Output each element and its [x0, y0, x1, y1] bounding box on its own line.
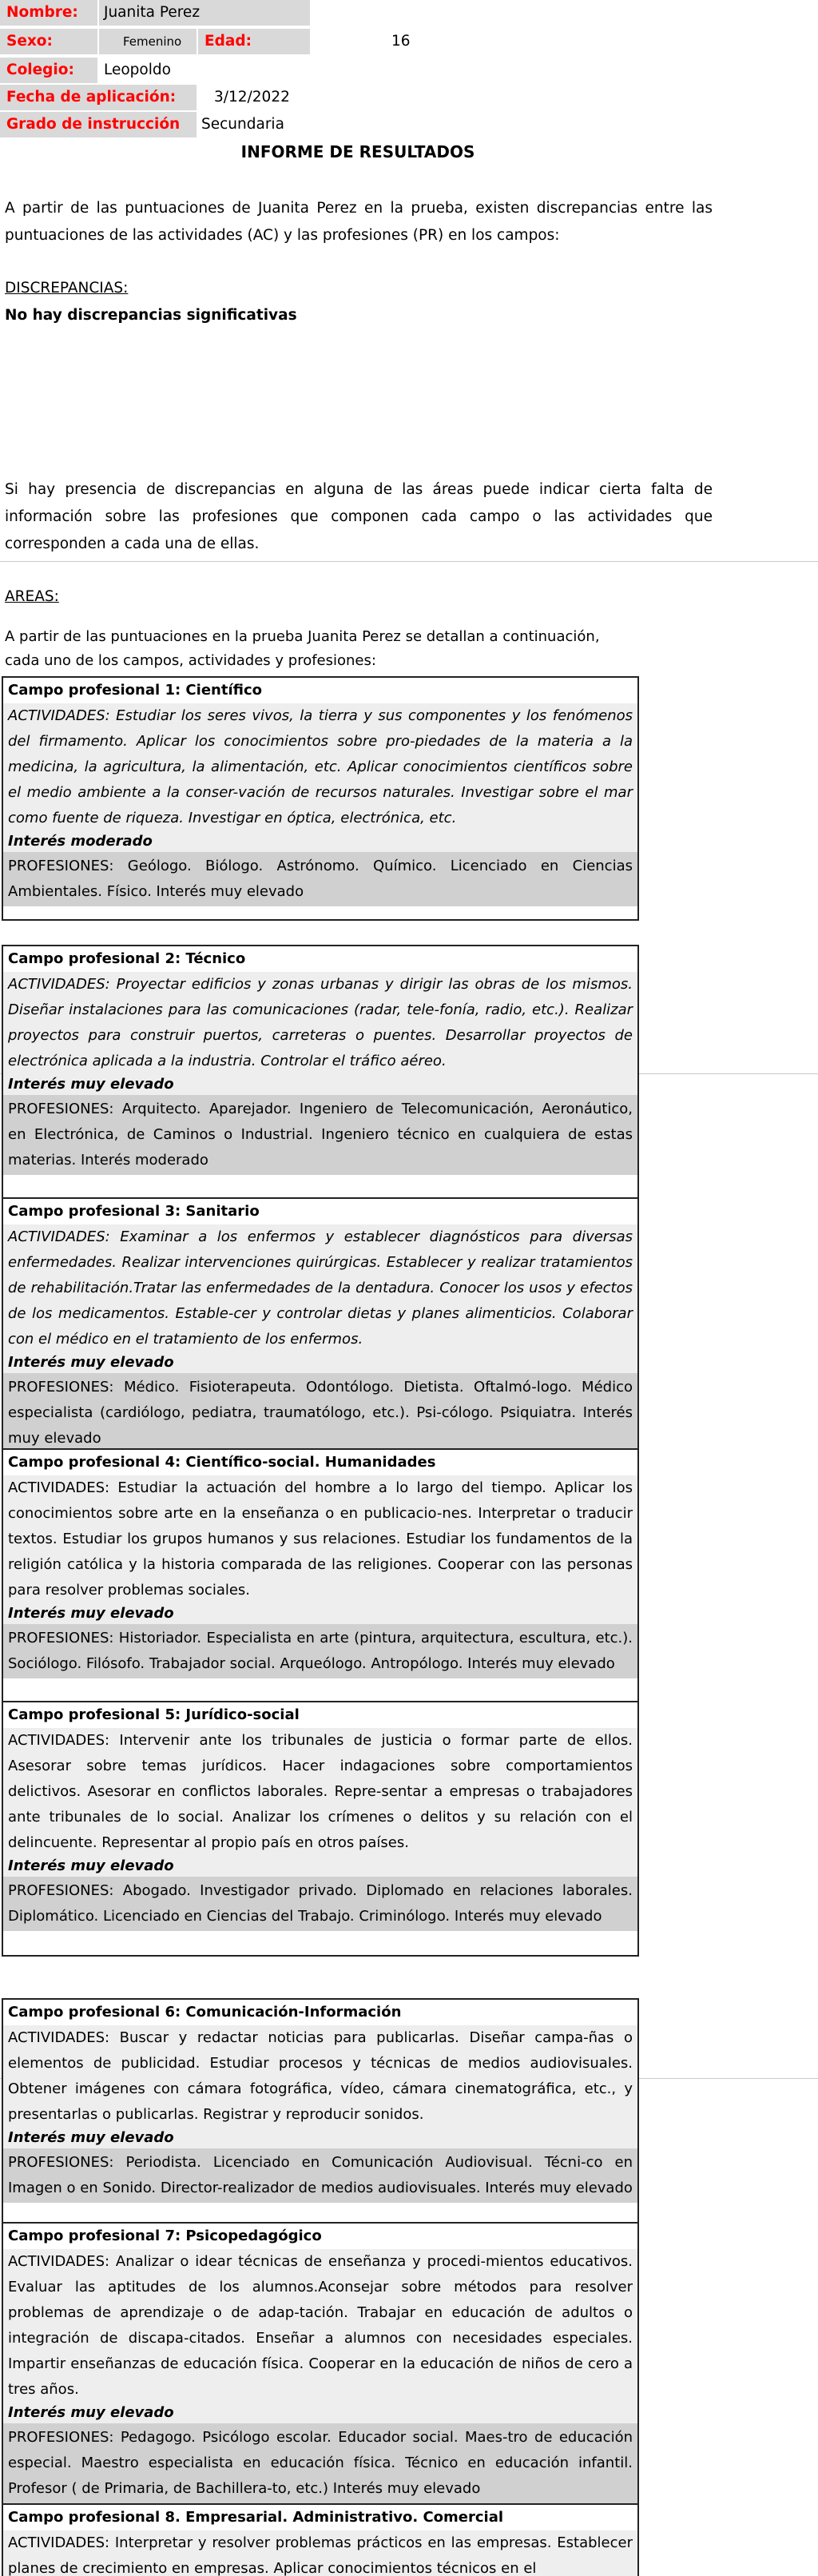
campo-interes: Interés muy elevado [3, 1603, 637, 1624]
campo-title: Campo profesional 5: Jurídico-social [8, 1706, 300, 1723]
row-colegio [0, 58, 818, 85]
campo-title: Campo profesional 1: Científico [8, 682, 262, 699]
campo-actividades: ACTIVIDADES: Examinar a los enfermos y establecer diagnósticos para diversas enfermedades. Realizar intervenciones quirúrgicas. Establecer y realizar tratamientos de rehabilitación.Tratar las enfermedades de la dentadura. Conocer los usos y efectos de los medicamentos. Estable-cer y controlar dietas y planes alimenticios. Colaborar con el médico en el tratamiento de los enfermos. [3, 1224, 637, 1352]
campo-title: Campo profesional 6: Comunicación-Información [8, 2004, 402, 2021]
areas-heading: AREAS: [5, 588, 59, 605]
sexo-value: Femenino [99, 29, 197, 54]
campo-actividades: ACTIVIDADES: Estudiar la actuación del hombre a lo largo del tiempo. Aplicar los conocimientos sobre arte en la enseñanza o en publicacio-nes. Interpretar o traducir textos. Estudiar los grupos humanos y sus relaciones. Estudiar los fundamentos de la religión católica y la historia comparada de las religiones. Cooperar con las personas para resolver problemas sociales. [3, 1475, 637, 1603]
campo-profesiones: PROFESIONES: Médico. Fisioterapeuta. Odontólogo. Dietista. Oftalmó-logo. Médico especialista (cardiólogo, pediatra, traumatólogo, etc.). Psi-cólogo. Psiquiatra. Interés muy elevado [3, 1373, 637, 1453]
areas-intro: A partir de las puntuaciones en la prueba Juanita Perez se detallan a continuación, cada uno de los campos, actividades y profesiones: [5, 628, 600, 669]
discrepancias-heading: DISCREPANCIAS: [5, 280, 129, 297]
campo-title: Campo profesional 8. Empresarial. Administrativo. Comercial [8, 2509, 504, 2526]
colegio-label: Colegio: [0, 58, 97, 83]
campo-profesiones: PROFESIONES: Pedagogo. Psicólogo escolar. Educador social. Maes-tro de educación especial. Maestro especialista en educación física. Técnico en educación infantil. Profesor ( de Primaria, de Bachillera-to, etc.) Interés muy elevado [3, 2423, 637, 2503]
edad-label: Edad: [198, 29, 310, 54]
campo-title: Campo profesional 3: Sanitario [8, 1203, 260, 1220]
campo-title: Campo profesional 2: Técnico [8, 950, 246, 967]
campo-profesional [2, 1197, 639, 1450]
campo-actividades: ACTIVIDADES: Analizar o idear técnicas de enseñanza y procedi-mientos educativos. Evaluar las aptitudes de los alumnos.Aconsejar sobre métodos para resolver problemas de aprendizaje o de adap-tación. Trabajar en educación de adultos o integración de discapa-citados. Enseñar a alumnos con necesidades especiales. Impartir enseñanzas de educación física. Cooperar en la educación de niños de cero a tres años. [3, 2249, 637, 2403]
fecha-label: Fecha de aplicación: [0, 85, 197, 110]
colegio-value: Leopoldo [104, 62, 171, 78]
row-fecha [0, 85, 818, 112]
campo-actividades: ACTIVIDADES: Interpretar y resolver problemas prácticos en las empresas. Establecer planes de crecimiento en empresas. Aplicar conocimientos técnicos en el [3, 2530, 637, 2576]
campo-profesiones: PROFESIONES: Historiador. Especialista en arte (pintura, arquitectura, escultura, etc.). Sociólogo. Filósofo. Trabajador social. Arqueólogo. Antropólogo. Interés muy elevado [3, 1624, 637, 1678]
intro-paragraph: A partir de las puntuaciones de Juanita Perez en la prueba, existen discrepancias entre las puntuaciones de las actividades (AC) y las profesiones (PR) en los campos: [5, 200, 713, 244]
campo-profesiones: PROFESIONES: Periodista. Licenciado en Comunicación Audiovisual. Técni-co en Imagen o en Sonido. Director-realizador de medios audiovisuales. Interés muy elevado [3, 2148, 637, 2203]
campo-profesiones: PROFESIONES: Arquitecto. Aparejador. Ingeniero de Telecomunicación, Aeronáutico, en Electrónica, de Caminos o Industrial. Ingeniero técnico en cualquiera de estas materias. Interés moderado [3, 1095, 637, 1175]
campo-profesional [2, 2503, 639, 2576]
campo-profesional [2, 676, 639, 921]
discrepancias-result: No hay discrepancias significativas [5, 307, 297, 324]
campo-profesional [2, 2222, 639, 2505]
campo-profesional [2, 1448, 639, 1702]
discrepancias-note: Si hay presencia de discrepancias en alguna de las áreas puede indicar cierta falta de información sobre las profesiones que componen cada campo o las actividades que corresponden a cada una de ellas. [5, 481, 713, 552]
campo-actividades: ACTIVIDADES: Intervenir ante los tribunales de justicia o formar parte de ellos. Asesorar sobre temas jurídicos. Hacer indagaciones sobre comportamientos delictivos. Asesorar en conflictos laborales. Repre-sentar a empresas o trabajadores ante tribunales de lo social. Analizar los crímenes o delitos y su relación con el delincuente. Representar al propio país en otros países. [3, 1728, 637, 1856]
campo-title: Campo profesional 4: Científico-social. Humanidades [8, 1454, 436, 1471]
grado-label: Grado de instrucción [0, 112, 197, 137]
campo-interes: Interés muy elevado [3, 1352, 637, 1373]
row-grado [0, 112, 818, 139]
campo-interes: Interés muy elevado [3, 1074, 637, 1095]
campo-title: Campo profesional 7: Psicopedagógico [8, 2228, 322, 2244]
nombre-label: Nombre: [0, 0, 97, 26]
nombre-value: Juanita Perez [99, 0, 310, 26]
sexo-label: Sexo: [0, 29, 97, 54]
row-nombre [0, 0, 818, 27]
campo-profesiones: PROFESIONES: Geólogo. Biólogo. Astrónomo. Químico. Licenciado en Ciencias Ambientales. Físico. Interés muy elevado [3, 852, 637, 906]
campo-profesiones: PROFESIONES: Abogado. Investigador privado. Diplomado en relaciones laborales. Diplomático. Licenciado en Ciencias del Trabajo. Criminólogo. Interés muy elevado [3, 1877, 637, 1931]
campo-interes: Interés muy elevado [3, 1856, 637, 1877]
fecha-value: 3/12/2022 [214, 89, 290, 106]
edad-value: 16 [391, 33, 411, 50]
grid-line [0, 561, 818, 562]
row-sexo [0, 29, 818, 56]
campo-profesional [2, 1998, 639, 2224]
campo-actividades: ACTIVIDADES: Proyectar edificios y zonas urbanas y dirigir las obras de los mismos. Diseñar instalaciones para las comunicaciones (radar, tele-fonía, radio, etc.). Realizar proyectos para construir puertos, carreteras o puentes. Desarrollar proyectos de electrónica aplicada a la industria. Controlar el tráfico aéreo. [3, 972, 637, 1074]
campo-interes: Interés muy elevado [3, 2128, 637, 2148]
campo-interes: Interés moderado [3, 831, 637, 852]
campo-profesional [2, 945, 639, 1199]
campo-actividades: ACTIVIDADES: Buscar y redactar noticias para publicarlas. Diseñar campa-ñas o elementos de publicidad. Estudiar procesos y técnicas de medios audiovisuales. Obtener imágenes con cámara fotográfica, vídeo, cámara cinematográfica, etc., y presentarlas o publicarlas. Registrar y reproducir sonidos. [3, 2025, 637, 2128]
campo-actividades: ACTIVIDADES: Estudiar los seres vivos, la tierra y sus componentes y los fenómenos del firmamento. Aplicar los conocimientos sobre pro-piedades de la materia a la medicina, la agricultura, la alimentación, etc. Aplicar conocimientos científicos sobre el medio ambiente a la conser-vación de recursos naturales. Investigar sobre el mar como fuente de riqueza. Investigar en óptica, electrónica, etc. [3, 703, 637, 831]
campo-interes: Interés muy elevado [3, 2403, 637, 2423]
report-title: INFORME DE RESULTADOS [240, 142, 475, 161]
campo-profesional [2, 1701, 639, 1957]
grado-value: Secundaria [201, 116, 284, 133]
